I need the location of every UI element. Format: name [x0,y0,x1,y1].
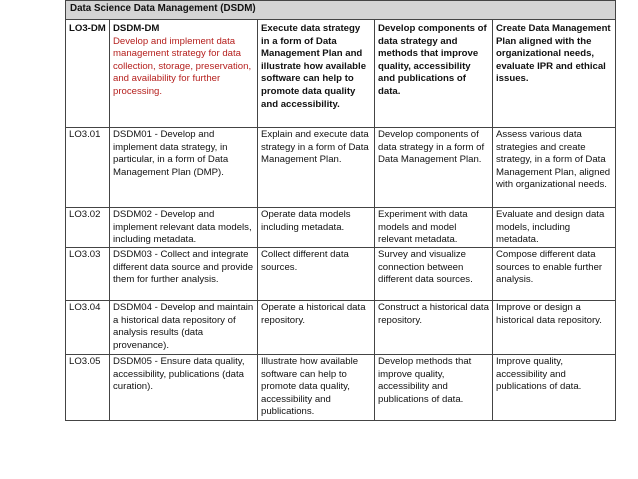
table-row [66,301,616,355]
row-level-3: Assess various data strategies and create strategy, in a form of Data Management Plan, aligned with organizational needs. [493,128,616,208]
table-row [66,208,616,248]
row-level-2: Develop methods that improve quality, accessibility and publications of data. [375,355,493,421]
row-outcome: DSDM05 - Ensure data quality, accessibility, publications (data curation). [110,355,258,421]
row-code: LO3.03 [66,248,110,301]
table-row [66,248,616,301]
header-code: LO3-DM [66,20,110,128]
row-code: LO3.05 [66,355,110,421]
row-level-1: Operate data models including metadata. [258,208,375,248]
header-col4: Develop components of data strategy and methods that improve quality, accessibility and publications of data. [375,20,493,128]
row-level-2: Survey and visualize connection between different data sources. [375,248,493,301]
row-outcome: DSDM03 - Collect and integrate different data source and provide them for further analysis. [110,248,258,301]
document-page [65,0,615,421]
table-title: Data Science Data Management (DSDM) [66,1,616,20]
row-level-3: Improve quality, accessibility and publications of data. [493,355,616,421]
header-name-title: DSDM-DM [113,23,160,34]
header-name-desc: Develop and implement data management strategy for data collection, storage, preservation, and availability for further processing. [113,35,252,97]
table-row [66,355,616,421]
header-col5: Create Data Management Plan aligned with the organizational needs, evaluate IPR and ethical issues. [493,20,616,128]
header-row [66,20,616,128]
row-code: LO3.02 [66,208,110,248]
row-outcome: DSDM01 - Develop and implement data strategy, in particular, in a form of Data Management Plan (DMP). [110,128,258,208]
row-outcome: DSDM02 - Develop and implement relevant data models, including metadata. [110,208,258,248]
row-level-2: Construct a historical data repository. [375,301,493,355]
row-level-3: Compose different data sources to enable further analysis. [493,248,616,301]
row-level-1: Operate a historical data repository. [258,301,375,355]
table-row [66,128,616,208]
header-name [110,20,258,128]
row-level-1: Collect different data sources. [258,248,375,301]
row-code: LO3.01 [66,128,110,208]
row-level-3: Improve or design a historical data repository. [493,301,616,355]
row-outcome: DSDM04 - Develop and maintain a historical data repository of analysis results (data provenance). [110,301,258,355]
competence-table [65,0,616,421]
row-level-2: Develop components of data strategy in a form of Data Management Plan. [375,128,493,208]
row-level-1: Explain and execute data strategy in a form of Data Management Plan. [258,128,375,208]
header-col3: Execute data strategy in a form of Data Management Plan and illustrate how available software can help to promote data quality and accessibility. [258,20,375,128]
row-code: LO3.04 [66,301,110,355]
row-level-1: Illustrate how available software can help to promote data quality, accessibility and publications. [258,355,375,421]
row-level-2: Experiment with data models and model relevant metadata. [375,208,493,248]
row-level-3: Evaluate and design data models, including metadata. [493,208,616,248]
